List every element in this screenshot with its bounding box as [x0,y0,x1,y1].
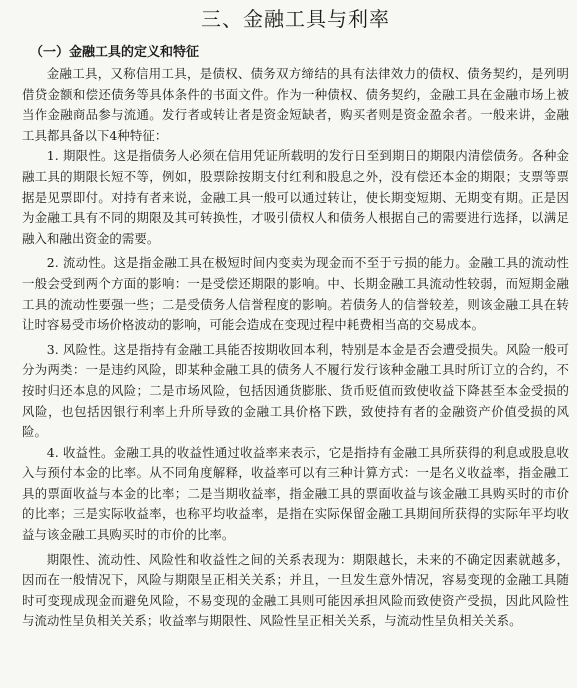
paragraph-return: 4. 收益性。金融工具的收益性通过收益率来表示，它是指持有金融工具所获得的利息或股息收入与预付本金的比率。从不同角度解释，收益率可以有三种计算方式：一是名义收益率，指金融工具的票面收益与本金的比率；二是当期收益率，指金融工具的票面收益与该金融工具购买时的市价的比率；三是实际收益率，也称平均收益率，是指在实际保留金融工具期间所获得的实际年平均收益与该金融工具购买时的市价的比率。 [22,444,569,543]
page-title: 三、金融工具与利率 [201,7,390,31]
paragraph-intro: 金融工具，又称信用工具，是债权、债务双方缔结的具有法律效力的债权、债务契约，是列明借贷金额和偿还债务等具体条件的书面文件。作为一种债权、债务契约，金融工具在金融市场上被当作金融商品参与流通。发行者或转让者是资金短缺者，购买者则是资金盈余者。一般来讲，金融工具都具备以下4种特征： [22,66,569,143]
paragraph-liquidity: 2. 流动性。这是指金融工具在极短时间内变卖为现金而不至于亏损的能力。金融工具的流动性一般会受到两个方面的影响：一是受偿还期限的影响。中、长期金融工具流动性较弱，而短期金融工具的流动性要强一些；二是受债务人信誉程度的影响。若债务人的信誉较差，则该金融工具在转让时容易受市场价格波动的影响，可能会造成在变现过程中耗费相当高的交易成本。 [22,255,569,333]
paragraph-relationship: 期限性、流动性、风险性和收益性之间的关系表现为：期限越长，未来的不确定因素就越多，因而在一般情况下，风险与期限呈正相关关系；并且，一旦发生意外情况，容易变现的金融工具随时可变现成现金而避免风险，不易变现的金融工具则可能因承担风险而致使资产受损，因此风险性与流动性呈负相关关系；收益率与期限性、风险性呈正相关关系，与流动性呈负相关关系。 [22,551,569,629]
paragraph-maturity: 1. 期限性。这是指债务人必须在信用凭证所载明的发行日至到期日的期限内清偿债务。各种金融工具的期限长短不等，例如，股票除按期支付红利和股息之外，没有偿还本金的期限；支票等票据是见票即付。对持有者来说，金融工具一般可以通过转让，使长期变短期、无期变有期。正是因为金融工具有不同的期限及其可转换性，才吸引债权人和债务人根据自己的需要进行选择，以满足融入和融出资金的需要。 [22,148,569,246]
section-heading: （一）金融工具的定义和特征 [30,45,200,60]
document-page [0,4,577,688]
paragraph-risk: 3. 风险性。这是指持有金融工具能否按期收回本利，特别是本金是否会遭受损失。风险一般可分为两类：一是违约风险，即某种金融工具的债务人不履行发行该种金融工具时所订立的合约，不按时归还本息的风险；二是市场风险，包括因通货膨胀、货币贬值而致使收益下降甚至本金受损的风险，也包括因银行利率上升所导致的金融工具价格下跌，致使持有者的金融资产价值受损的风险。 [22,341,569,440]
